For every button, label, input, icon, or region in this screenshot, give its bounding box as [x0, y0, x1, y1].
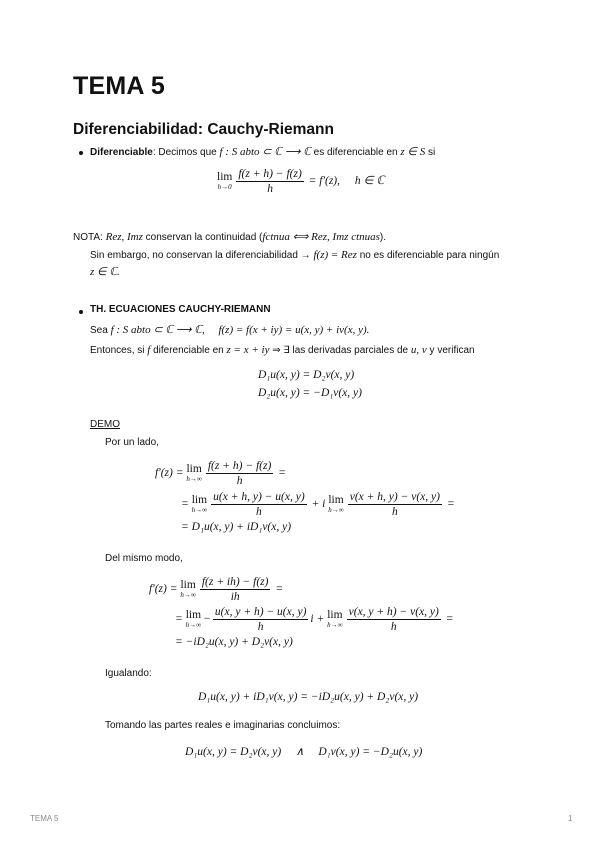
sin-embargo-line [90, 249, 499, 261]
demo-b-line-2 [175, 606, 454, 633]
paragraph-text: Entonces, si [90, 345, 148, 356]
equation-lhs: f′(z) = [149, 583, 181, 596]
inline-math: z = x + iy [226, 344, 270, 356]
lim-subscript: h→∞ [180, 591, 196, 600]
lim-operator: lim [185, 608, 202, 621]
equation-rhs: = f′(z), [308, 175, 341, 188]
demo-b-line-1 [149, 576, 283, 603]
nota-text: conservan la continuidad ( [142, 232, 263, 243]
page-number: 1 [568, 814, 573, 823]
cauchy-riemann-eq-2: D₂u(x, y) = −D₁v(x, y) [258, 387, 362, 399]
fraction-numerator: v(x + h, y) − v(x, y) [349, 491, 440, 503]
inline-math: f : S abto ⊂ ℂ ⟶ ℂ, f(z) = f(x + iy) = u(x, y) + iv(x, y). [110, 324, 370, 336]
fraction-numerator: f(z + h) − f(z) [207, 460, 272, 472]
igualando-equation: D₁u(x, y) + iD₁v(x, y) = −iD₂u(x, y) + D₂v(x, y) [198, 691, 419, 703]
fraction-denominator: h [391, 506, 398, 518]
sin-embargo-line-2: z ∈ ℂ. [90, 266, 120, 278]
page-title: TEMA 5 [73, 72, 165, 100]
demo-text: Por un lado, [105, 437, 159, 448]
definition-line [90, 145, 435, 158]
fraction-denominator: ih [230, 591, 240, 603]
paragraph-text: Sin embargo, no conservan la diferenciabilidad → [90, 250, 314, 261]
inline-math: f(z) = Rez [313, 249, 357, 261]
demo-text: Del mismo modo, [105, 553, 183, 564]
paragraph-text: y verifican [426, 345, 475, 356]
section-heading: Diferenciabilidad: Cauchy-Riemann [73, 121, 334, 138]
lim-subscript: h→0 [217, 183, 232, 192]
definition-math: f : S abto ⊂ ℂ ⟶ ℂ [219, 146, 311, 158]
demo-b-line-3: = −iD₂u(x, y) + D₂v(x, y) [175, 636, 293, 648]
conclusion-equation: D₁u(x, y) = D₂v(x, y) ∧ D₁v(x, y) = −D₂u(x, y) [185, 746, 423, 758]
paragraph-text: diferenciable en [150, 345, 227, 356]
lim-subscript: h→∞ [328, 506, 344, 515]
cauchy-riemann-eq-1: D₁u(x, y) = D₂v(x, y) [258, 369, 355, 381]
equals-sign: = [275, 583, 284, 596]
minus-sign: − [203, 613, 211, 626]
lim-subscript: h→∞ [327, 621, 343, 630]
nota-label: NOTA: [73, 232, 106, 243]
fraction-numerator: v(x, y + h) − v(x, y) [348, 606, 439, 618]
plus-i: i + [310, 613, 328, 626]
nota-math: Rez, Imz [105, 231, 143, 243]
equals-sign: = [181, 498, 192, 511]
fraction-denominator: h [256, 506, 262, 518]
inline-math: f [147, 344, 151, 356]
fraction-denominator: h [257, 621, 264, 633]
definition-text: si [425, 147, 436, 158]
demo-a-line-1 [155, 460, 286, 487]
demo-text: Igualando: [105, 668, 152, 679]
demo-a-line-3: = D₁u(x, y) + iD₁v(x, y) [181, 521, 292, 533]
equals-sign: = [446, 498, 455, 511]
fraction-denominator: h [390, 621, 397, 633]
equals-sign: = [175, 613, 186, 626]
equation-condition: h ∈ ℂ [354, 175, 385, 188]
lim-operator: lim [328, 493, 344, 506]
demo-a-line-2 [181, 491, 455, 518]
fraction-numerator: f(z + ih) − f(z) [201, 576, 269, 588]
fraction-numerator: f(z + h) − f(z) [238, 168, 302, 180]
definition-text: : Decimos que [152, 147, 220, 158]
equals-sign: = [278, 467, 286, 480]
paragraph-text: no es diferenciable para ningún [356, 250, 500, 261]
definition-text: es diferenciable en [310, 147, 401, 158]
lim-subscript: h→∞ [185, 621, 202, 630]
nota-math: fctnua ⟺ Rez, Imz ctnuas [262, 231, 380, 243]
lim-operator: lim [180, 578, 196, 591]
nota-text: ). [379, 232, 387, 243]
lim-subscript: h→∞ [191, 506, 208, 515]
paragraph-text: Sea [90, 325, 111, 336]
demo-label: DEMO [90, 419, 120, 430]
equation-lhs: f′(z) = [155, 467, 187, 480]
derivative-equation [217, 168, 384, 195]
fraction-numerator: u(x + h, y) − u(x, y) [213, 491, 305, 503]
footer-title: TEMA 5 [30, 814, 59, 823]
equals-sign: = [445, 613, 454, 626]
demo-text: Tomando las partes reales e imaginarias concluimos: [105, 720, 341, 731]
theorem-sea-line [90, 323, 369, 336]
theorem-heading: TH. ECUACIONES CAUCHY-RIEMANN [90, 304, 271, 315]
definition-label: Diferenciable [90, 147, 153, 158]
inline-math: u, v [410, 344, 427, 356]
plus-i: + i [311, 498, 329, 511]
theorem-entonces-line [90, 344, 475, 356]
fraction-denominator: h [267, 183, 273, 195]
lim-operator: lim [186, 462, 202, 475]
lim-subscript: h→∞ [186, 475, 202, 484]
lim-operator: lim [327, 608, 343, 621]
bullet-marker [79, 151, 83, 155]
lim-operator: lim [191, 493, 208, 506]
fraction-denominator: h [236, 475, 243, 487]
paragraph-text: ⇒ ∃ las derivadas parciales de [269, 345, 411, 356]
lim-operator: lim [217, 170, 233, 183]
fraction-numerator: u(x, y + h) − u(x, y) [214, 606, 307, 618]
definition-math: z ∈ S [400, 146, 426, 158]
bullet-marker [79, 310, 83, 314]
nota-line [73, 230, 386, 243]
